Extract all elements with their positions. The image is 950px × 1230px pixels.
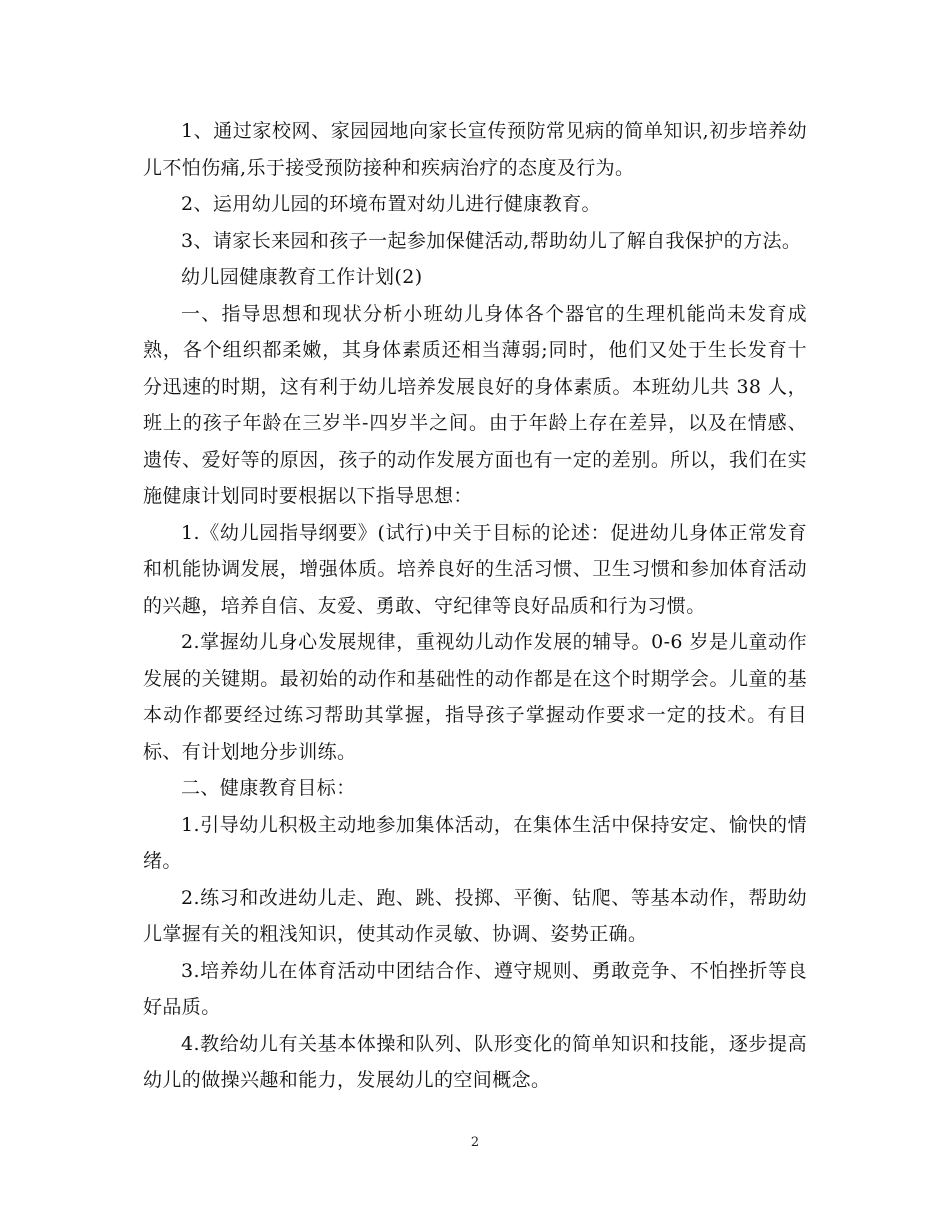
- paragraph-item-3: 3、请家长来园和孩子一起参加保健活动,帮助幼儿了解自我保护的方法。: [181, 229, 802, 252]
- guideline-item-2: 2.掌握幼儿身心发展规律，重视幼儿动作发展的辅导。0-6 岁是儿童动作发展的关键期。最初始的动作和基础性的动作都是在这个时期学会。儿童的基本动作都要经过练习帮助其掌握，指导孩子掌握动作要求一定的技术。有目标、有计划地分步训练。: [143, 631, 807, 763]
- page-number: 2: [470, 1135, 480, 1150]
- goal-item-1: 1.引导幼儿积极主动地参加集体活动，在集体生活中保持安定、愉快的情绪。: [143, 813, 807, 872]
- document-body: [143, 113, 807, 1099]
- section-title: 幼儿园健康教育工作计划(2): [181, 266, 423, 288]
- goal-item-3: 3.培养幼儿在体育活动中团结合作、遵守规则、勇敢竞争、不怕挫折等良好品质。: [143, 959, 807, 1018]
- paragraph-item-2: 2、运用幼儿园的环境布置对幼儿进行健康教育。: [181, 193, 601, 215]
- guideline-item-1: 1.《幼儿园指导纲要》(试行)中关于目标的论述：促进幼儿身体正常发育和机能协调发展，增强体质。培养良好的生活习惯、卫生习惯和参加体育活动的兴趣，培养自信、友爱、勇敢、守纪律等良好品质和行为习惯。: [143, 521, 807, 617]
- goal-item-4: 4.教给幼儿有关基本体操和队列、队形变化的简单知识和技能，逐步提高幼儿的做操兴趣和能力，发展幼儿的空间概念。: [143, 1032, 807, 1091]
- goal-item-2: 2.练习和改进幼儿走、跑、跳、投掷、平衡、钻爬、等基本动作，帮助幼儿掌握有关的粗浅知识，使其动作灵敏、协调、姿势正确。: [143, 886, 807, 945]
- goals-heading: 二、健康教育目标：: [181, 777, 356, 799]
- paragraph-item-1: 1、通过家校网、家园园地向家长宣传预防常见病的简单知识,初步培养幼儿不怕伤痛,乐于接受预防接种和疾病治疗的态度及行为。: [143, 120, 807, 179]
- guiding-ideology-paragraph: 一、指导思想和现状分析小班幼儿身体各个器官的生理机能尚未发育成熟，各个组织都柔嫩，其身体素质还相当薄弱;同时，他们又处于生长发育十分迅速的时期，这有利于幼儿培养发展良好的身体素质。本班幼儿共 38 人，班上的孩子年龄在三岁半-四岁半之间。由于年龄上存在差异，以及在情感、遗传、爱好等的原因，孩子的动作发展方面也有一定的差别。所以，我们在实施健康计划同时要根据以下指导思想：: [143, 302, 807, 507]
